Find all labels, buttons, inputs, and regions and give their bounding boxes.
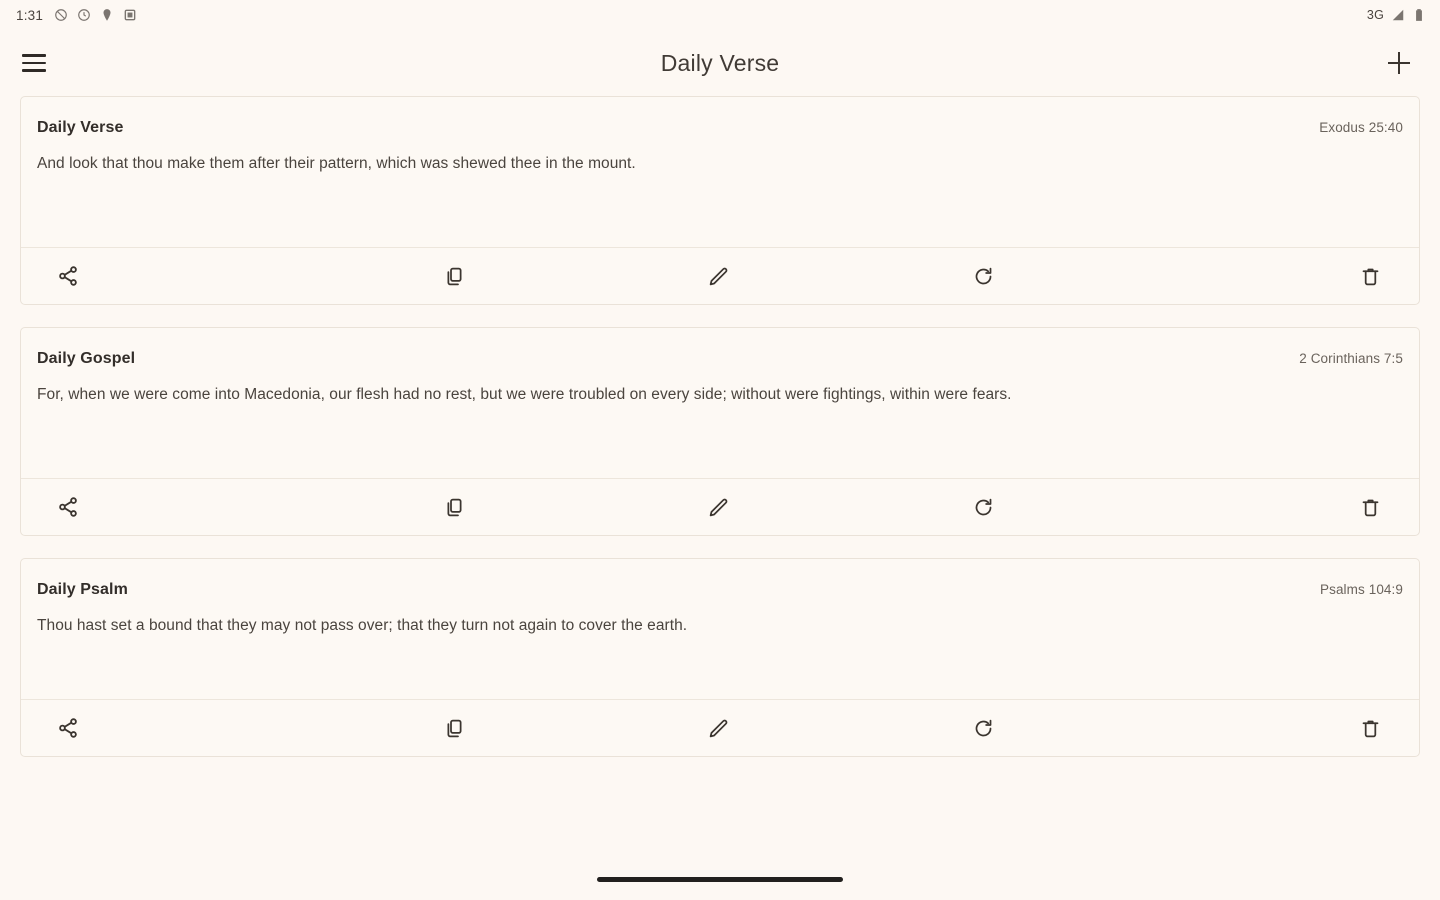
app-bar <box>0 30 1440 96</box>
trash-icon <box>1360 718 1381 739</box>
delete-button[interactable] <box>1116 479 1419 535</box>
delete-button[interactable] <box>1116 248 1419 304</box>
share-icon <box>57 496 79 518</box>
card-reference: Exodus 25:40 <box>1319 120 1403 135</box>
clock-alert-icon <box>77 8 91 22</box>
verse-card-list <box>0 96 1440 757</box>
hamburger-menu-icon[interactable] <box>22 48 54 78</box>
delete-button[interactable] <box>1116 700 1419 756</box>
plus-icon[interactable] <box>1382 46 1416 80</box>
refresh-icon <box>973 266 994 287</box>
card-reference: Psalms 104:9 <box>1320 582 1403 597</box>
refresh-button[interactable] <box>851 479 1116 535</box>
location-pin-icon <box>100 8 114 22</box>
copy-icon <box>444 718 465 739</box>
share-button[interactable] <box>21 700 322 756</box>
network-type-label: 3G <box>1366 8 1384 22</box>
screenshot-icon <box>123 8 137 22</box>
refresh-button[interactable] <box>851 248 1116 304</box>
page-title: Daily Verse <box>660 49 780 76</box>
card-title: Daily Verse <box>37 119 124 136</box>
edit-button[interactable] <box>587 248 852 304</box>
card-title: Daily Psalm <box>37 581 128 598</box>
refresh-button[interactable] <box>851 700 1116 756</box>
share-icon <box>57 717 79 739</box>
copy-button[interactable] <box>322 248 587 304</box>
home-gesture-pill[interactable] <box>597 877 843 882</box>
edit-button[interactable] <box>587 700 852 756</box>
copy-icon <box>444 266 465 287</box>
card-reference: 2 Corinthians 7:5 <box>1299 351 1403 366</box>
card-content <box>21 559 1419 699</box>
verse-card <box>20 96 1420 305</box>
share-button[interactable] <box>21 479 322 535</box>
verse-card <box>20 558 1420 757</box>
pencil-icon <box>708 718 729 739</box>
no-sim-icon <box>54 8 68 22</box>
card-verse-text: And look that thou make them after their pattern, which was shewed thee in the mount. <box>37 155 636 172</box>
card-action-bar <box>21 248 1419 304</box>
pencil-icon <box>708 266 729 287</box>
share-icon <box>57 265 79 287</box>
verse-card <box>20 327 1420 536</box>
card-action-bar <box>21 700 1419 756</box>
refresh-icon <box>973 718 994 739</box>
card-action-bar <box>21 479 1419 535</box>
copy-button[interactable] <box>322 700 587 756</box>
card-content <box>21 328 1419 478</box>
menu-line <box>22 54 46 57</box>
card-header <box>37 581 1403 599</box>
refresh-icon <box>973 497 994 518</box>
status-bar <box>0 0 1440 30</box>
card-header <box>37 350 1403 368</box>
menu-line <box>22 69 46 72</box>
menu-line <box>22 62 46 65</box>
status-time: 1:31 <box>16 7 44 23</box>
status-bar-left <box>16 8 137 23</box>
pencil-icon <box>708 497 729 518</box>
trash-icon <box>1360 266 1381 287</box>
card-verse-text: Thou hast set a bound that they may not pass over; that they turn not again to cover the earth. <box>37 617 688 634</box>
edit-button[interactable] <box>587 479 852 535</box>
card-header <box>37 119 1403 137</box>
copy-button[interactable] <box>322 479 587 535</box>
card-content <box>21 97 1419 247</box>
trash-icon <box>1360 497 1381 518</box>
battery-icon <box>1412 8 1426 22</box>
signal-bars-icon <box>1391 8 1405 22</box>
card-title: Daily Gospel <box>37 350 136 367</box>
card-verse-text: For, when we were come into Macedonia, our flesh had no rest, but we were troubled on every side; without were fightings, within were fears. <box>37 386 1012 403</box>
share-button[interactable] <box>21 248 322 304</box>
copy-icon <box>444 497 465 518</box>
status-bar-right <box>1367 8 1426 22</box>
